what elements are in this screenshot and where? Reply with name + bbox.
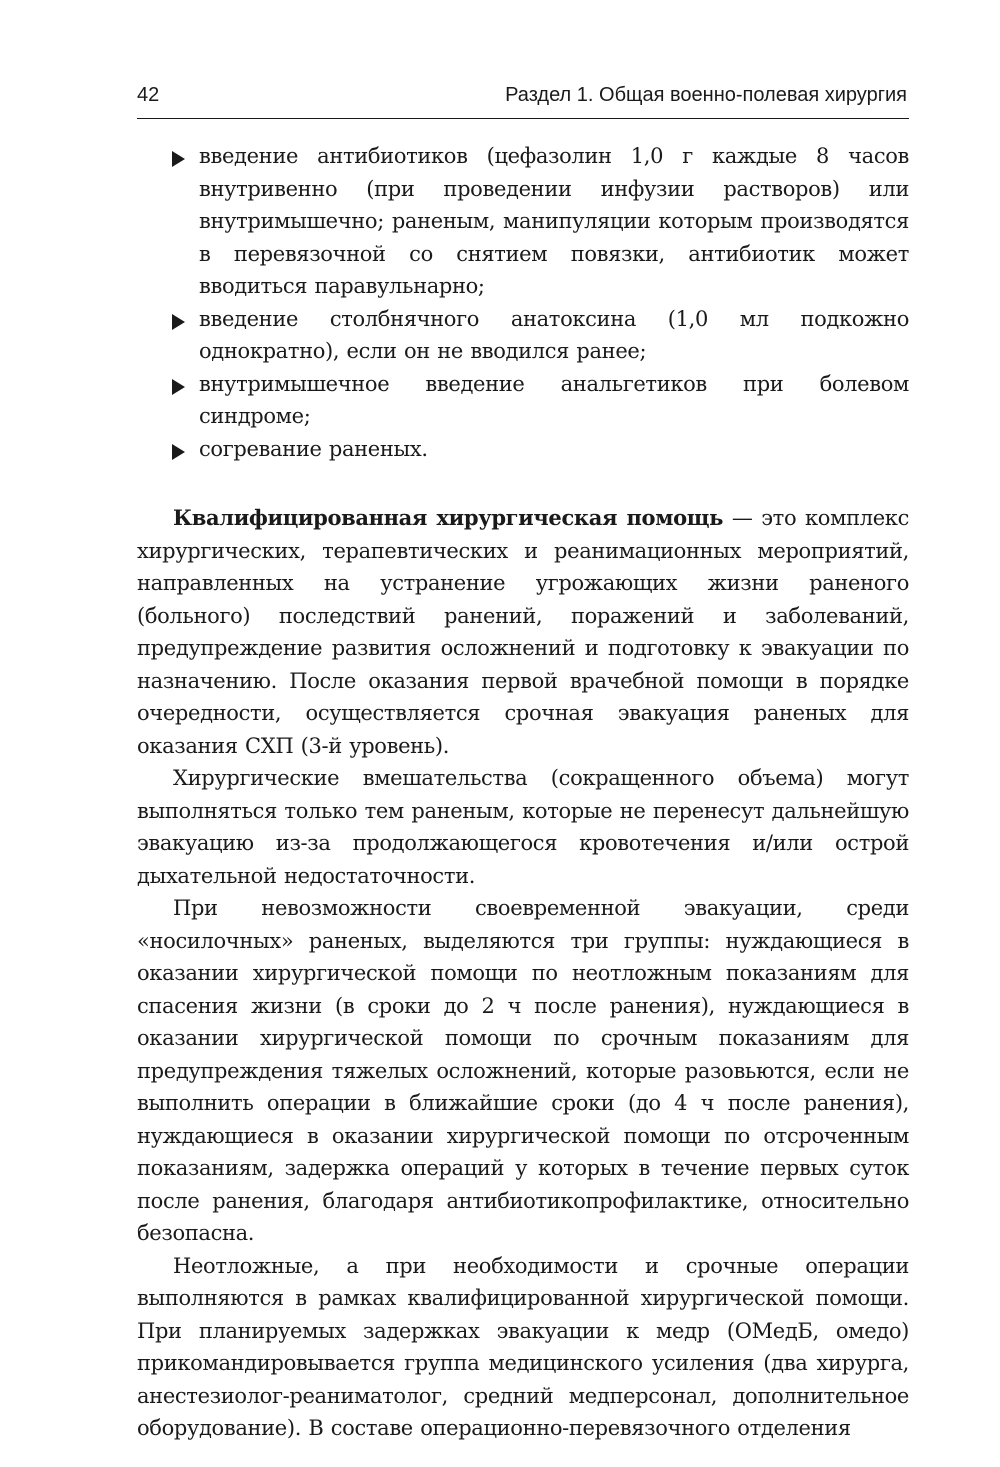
triangle-bullet-icon	[172, 314, 185, 330]
section-title: Раздел 1. Общая военно-полевая хирургия	[505, 84, 907, 106]
paragraph: Хирургические вмешательства (сокращенного объема) могут выполняться только тем раненым, которые не перенесут дальнейшую эвакуацию из-за продолжающегося кровотечения и/или острой дыхательной недостаточности.	[137, 766, 909, 888]
defined-term: Квалифицированная хирургическая помощь	[173, 505, 724, 530]
measures-list	[137, 140, 909, 465]
definition-paragraph	[137, 502, 909, 762]
triangle-bullet-icon	[172, 151, 185, 167]
body-text	[137, 140, 909, 1445]
list-item-text: введение антибиотиков (цефазолин 1,0 г каждые 8 часов внутривенно (при проведении инфузии растворов) или внутримышечно; раненым, манипуляции которым производятся в перевязочной со снятием повязки, антибиотик может вводиться паравульнарно;	[199, 144, 909, 298]
list-item	[199, 433, 909, 466]
paragraph: При невозможности своевременной эвакуации, среди «носилочных» раненых, выделяются три группы: нуждающиеся в оказании хирургической помощи по неотложным показаниям для спасения жизни (в сроки до 2 ч после ранения), нуждающиеся в оказании хирургической помощи по срочным показаниям для предупреждения тяжелых осложнений, которые разовьются, если не выполнить операции в ближайшие сроки (до 4 ч после ранения), нуждающиеся в оказании хирургической помощи по отсроченным показаниям, задержка операций у которых в течение первых суток после ранения, благодаря антибиотикопрофилактике, относительно безопасна.	[137, 896, 909, 1245]
header-divider	[137, 118, 909, 119]
definition-text: — это комплекс хирургических, терапевтических и реанимационных мероприятий, направленных на устранение угрожающих жизни раненого (больного) последствий ранений, поражений и заболеваний, предупреждение развития осложнений и подготовку к эвакуации по назначению. После оказания первой врачебной помощи в порядке очередности, осуществляется срочная эвакуация раненых для оказания СХП (3-й уровень).	[137, 506, 909, 758]
list-item	[199, 140, 909, 303]
list-item	[199, 303, 909, 368]
paragraph: Неотложные, а при необходимости и срочные операции выполняются в рамках квалифицированной хирургической помощи. При планируемых задержках эвакуации к медр (ОМедБ, омедо) прикомандировывается группа медицинского усиления (два хирурга, анестезиолог-реаниматолог, средний медперсонал, дополнительное оборудование). В составе операционно-перевязочного отделения	[137, 1253, 909, 1440]
list-item	[199, 368, 909, 433]
triangle-bullet-icon	[172, 379, 185, 395]
list-item-text: согревание раненых.	[199, 436, 428, 461]
triangle-bullet-icon	[172, 444, 185, 460]
list-item-text: внутримышечное введение анальгетиков при болевом синдроме;	[199, 371, 909, 428]
list-item-text: введение столбнячного анатоксина (1,0 мл подкожно однократно), если он не вводился ранее;	[199, 306, 909, 363]
page-number: 42	[137, 84, 160, 106]
running-header	[137, 78, 909, 112]
